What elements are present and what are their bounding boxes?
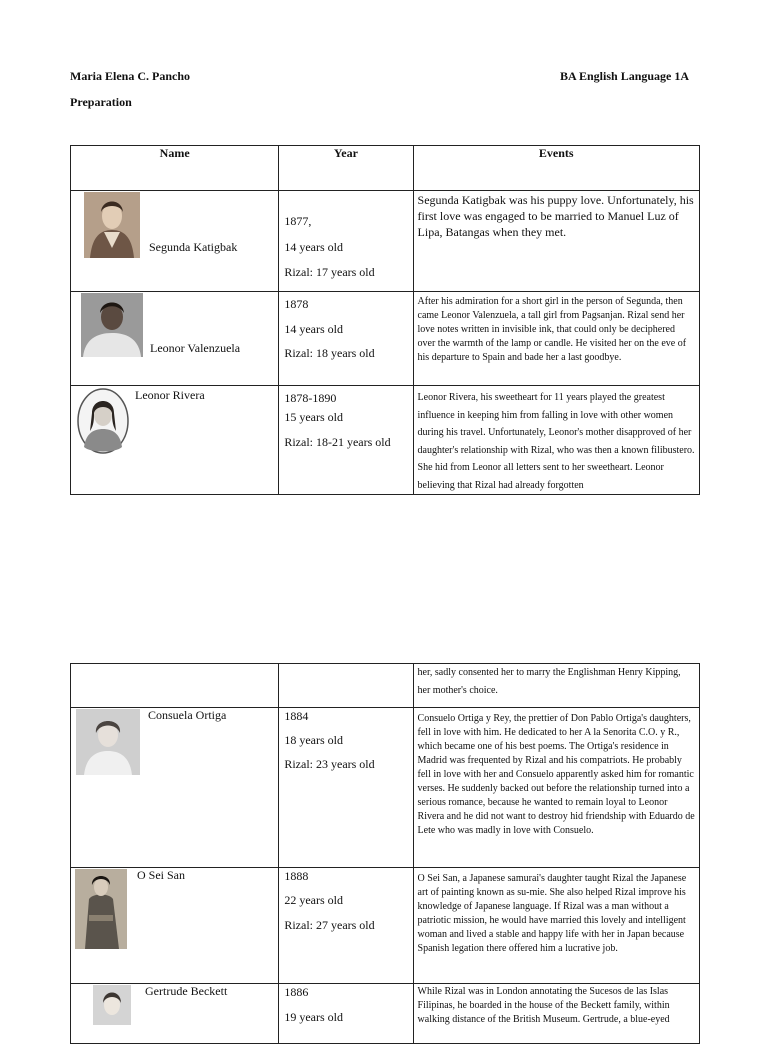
name-cell bbox=[71, 386, 279, 495]
year-text: 1886 bbox=[284, 985, 309, 999]
table-row bbox=[71, 664, 700, 708]
person-name: O Sei San bbox=[137, 868, 185, 882]
events-text: Consuelo Ortiga y Rey, the prettier of Don Pablo Ortiga's daughters, fell in love with him. He dedicated to her A la Senorita C.O. y R., which became one of his best poems. The Ortiga's residence in Madrid was frequented by Rizal and his compatriots. He probably fell in love with her and Consuelo apparently asked him for romantic verses. He suddenly backed out before the relationship turned into a serious romance, because he wanted to remain loyal to Leonor Rivera and he did not want to destroy hid friendship with Eduardo de Lete who was madly in love with Consuelo. bbox=[417, 713, 695, 836]
events-text: While Rizal was in London annotating the Sucesos de las Islas Filipinas, he boarded in the house of the Beckett family, within walking distance of the British Museum. Gertrude, a blue-eyed bbox=[417, 986, 670, 1025]
table-row bbox=[71, 386, 700, 495]
year-cell bbox=[279, 386, 413, 495]
events-cell bbox=[413, 664, 699, 708]
events-cell bbox=[413, 868, 699, 984]
portrait-photo-icon bbox=[75, 869, 127, 949]
events-text: Segunda Katigbak was his puppy love. Unfortunately, his first love was engaged to be married to Manuel Luz of Lipa, Batangas when they met. bbox=[417, 193, 694, 239]
table-header-row bbox=[71, 146, 700, 191]
name-cell bbox=[71, 708, 279, 868]
year-text: 1878-1890 bbox=[284, 391, 337, 405]
relationships-table bbox=[70, 145, 700, 495]
year-text: 1877, bbox=[284, 214, 312, 228]
name-cell bbox=[71, 868, 279, 984]
column-header-year: Year bbox=[279, 146, 413, 191]
events-text: Leonor Rivera, his sweetheart for 11 years played the greatest influence in keeping him from falling in love with other women during his travel. Unfortunately, Leonor's mother disapproved of her daughter's relationship with Rizal, who was then a known filibustero. She hid from Leonor all letters sent to her sweetheart. Leonor believing that Rizal had already forgotten bbox=[417, 392, 695, 491]
author-name: Maria Elena C. Pancho bbox=[70, 69, 190, 83]
events-cell bbox=[413, 292, 699, 386]
name-cell bbox=[71, 984, 279, 1044]
table-row bbox=[71, 868, 700, 984]
year-cell bbox=[279, 664, 413, 708]
events-text: her, sadly consented her to marry the Englishman Henry Kipping, her mother's choice. bbox=[417, 667, 681, 696]
rizal-age-text: Rizal: 17 years old bbox=[284, 265, 375, 279]
person-name: Consuela Ortiga bbox=[148, 708, 227, 722]
person-name: Gertrude Beckett bbox=[145, 984, 228, 998]
column-header-events: Events bbox=[413, 146, 699, 191]
column-header-name: Name bbox=[71, 146, 279, 191]
course-label: BA English Language 1A bbox=[560, 69, 690, 83]
year-text: 1884 bbox=[284, 709, 309, 723]
age-text: 18 years old bbox=[284, 733, 343, 747]
year-cell bbox=[279, 292, 413, 386]
table-row bbox=[71, 708, 700, 868]
person-name: Leonor Valenzuela bbox=[150, 341, 241, 355]
year-cell bbox=[279, 984, 413, 1044]
relationships-table-continued bbox=[70, 663, 700, 1044]
person-name: Leonor Rivera bbox=[135, 388, 205, 402]
age-text: 15 years old bbox=[284, 410, 343, 424]
year-cell bbox=[279, 708, 413, 868]
table-row bbox=[71, 292, 700, 386]
year-cell bbox=[279, 868, 413, 984]
oval-portrait-photo-icon bbox=[76, 387, 130, 455]
person-name: Segunda Katigbak bbox=[149, 240, 238, 254]
name-cell bbox=[71, 191, 279, 292]
year-cell bbox=[279, 191, 413, 292]
rizal-age-text: Rizal: 27 years old bbox=[284, 918, 375, 932]
events-text: O Sei San, a Japanese samurai's daughter taught Rizal the Japanese art of painting known as su-mie. She also helped Rizal improve his knowledge of Japanese language. If Rizal was a man without a patriotic mission, he would have married this lovely and intelligent woman and lived a stable and happy life with her in Japan because Spanish legation there offered him a lucrative job. bbox=[417, 873, 687, 954]
events-cell bbox=[413, 386, 699, 495]
year-text: 1888 bbox=[284, 869, 309, 883]
age-text: 19 years old bbox=[284, 1010, 343, 1024]
rizal-age-text: Rizal: 23 years old bbox=[284, 757, 375, 771]
events-cell bbox=[413, 191, 699, 292]
events-cell bbox=[413, 708, 699, 868]
name-cell bbox=[71, 664, 279, 708]
table-row bbox=[71, 191, 700, 292]
age-text: 22 years old bbox=[284, 893, 343, 907]
portrait-photo-icon bbox=[76, 709, 140, 775]
table-row bbox=[71, 984, 700, 1044]
rizal-age-text: Rizal: 18 years old bbox=[284, 346, 375, 360]
age-text: 14 years old bbox=[284, 322, 343, 336]
portrait-photo-icon bbox=[93, 985, 131, 1025]
portrait-photo-icon bbox=[81, 293, 143, 357]
year-text: 1878 bbox=[284, 297, 309, 311]
age-text: 14 years old bbox=[284, 240, 343, 254]
events-text: After his admiration for a short girl in the person of Segunda, then came Leonor Valenzuela, a tall girl from Pagsanjan. Rizal send her love notes written in invisible ink, that could only be deciphered over the warmth of the lamp or candle. He visited her on the eve of his departure to Spain and bade her a last goodbye. bbox=[417, 296, 687, 363]
section-title: Preparation bbox=[70, 95, 132, 109]
name-cell bbox=[71, 292, 279, 386]
events-cell bbox=[413, 984, 699, 1044]
portrait-photo-icon bbox=[84, 192, 140, 258]
rizal-age-text: Rizal: 18-21 years old bbox=[284, 435, 391, 449]
